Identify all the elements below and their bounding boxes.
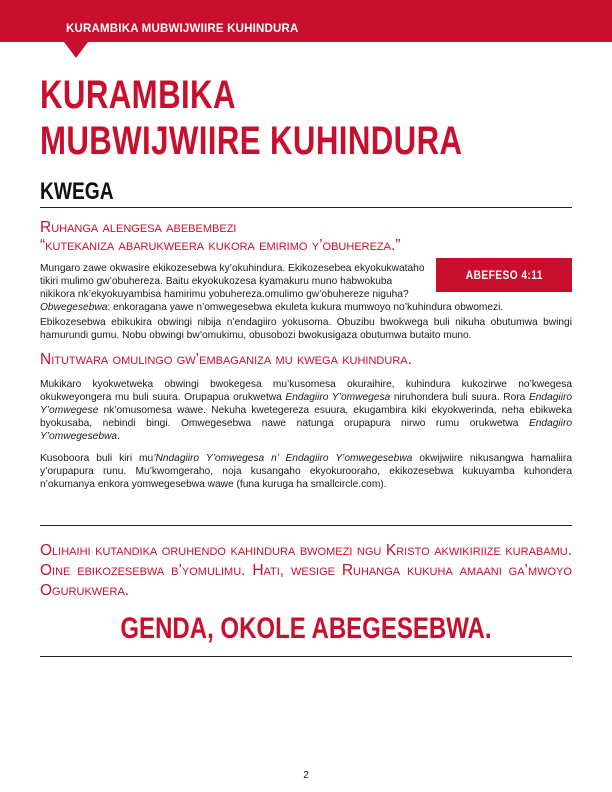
header-bar-label: KURAMBIKA MUBWIJWIIRE KUHINDURA [66,23,299,35]
paragraph-1-term: Obwegesebwa [40,302,108,313]
subheading-1-line1: Ruhanga alengesa abebembezi [40,219,237,236]
page-number: 2 [303,770,309,781]
subheading-1-line2: “kutekaniza abarukweera kukora emirimo y’obuhereza.” [40,237,401,254]
paragraph-1-line2: tikiri mulimo gw’obuhereza. Baitu ekyokukozesa kyamakuru muno habwokuba [40,276,393,287]
closing-divider-bottom [40,656,572,657]
paragraph-4 [40,452,572,491]
paragraph-1-line1: Mungaro zawe okwasire ekikozesebwa ky’okuhindura. Ekikozesebea ekyokukwataho [40,263,425,274]
section-divider [40,207,572,208]
paragraph-4-part-b: okwijwiire nikusangwa hamaliira y’orupapura runu. Mu’kwomgeraho, noja kusangaho ekyokurooraho, ekikozesebwa kukuyamba kuhondera n’okumanya enkora yomwegesebwa wawe (funa kuruga ha smallcircle.com). [40,453,572,490]
slogan [0,612,612,646]
subheading-1 [40,219,572,255]
header-notch [64,42,88,58]
page-title-line2: MUBWIJWIIRE KUHINDURA [40,119,463,163]
paragraph-2: Ebikozesebwa ebikukira obwingi nibija n’endagiiro yokusoma. Obuzibu bwokwega buli nikuha obutumwa bwingi hamurundi gumu. Nobu obwingi bw’omukimu, obusobozi bwokusigaza obutumwa butaito muno. [40,317,572,341]
paragraph-3-part-d: . [117,431,120,442]
page-title [40,72,462,164]
section-heading: KWEGA [40,178,114,205]
page-title-line1: KURAMBIKA [40,73,236,117]
paragraph-3-part-a: Mukikaro kyokwetweka obwingi bwokegesa mu’kusomesa okuraihire, kuhindura kukozirwe no’kwegesa okukweyongera mu buli suura. Orupapua orukwetwa [40,379,572,403]
paragraph-3-part-c: nk’omusomesa wawe. Nekuha kwetegereza esuura, ekugambira kiki ekyokwerinda, neha ebikweka byokusaba, nebindi bingi. Omwegesebwa nawe natunga orupapura nirwo rumu orukwetwa [40,405,572,429]
paragraph-1-line3: nikikora nk’ekyokuyambisa hamirimu yobuhereza.omulimo gw’obuhereze niguha? [40,289,409,300]
subheading-2: Nitutwara omulingo gw’embaganiza mu kwega kuhindura. [40,351,412,368]
verse-reference-box [436,258,572,292]
closing-statement: Olihaihi kutandika oruhendo kahindura bwomezi ngu Kristo akwikiriize kurabamu. Oine ebikozesebwa b’yomulimu. Hati, wesige Ruhanga kukuha amaani ga’mwoyo Ogurukwera. [40,542,572,599]
paragraph-3-term-3: Endagiiro Y’omwegesebwa [40,418,572,442]
paragraph-3-term-2: Endagiiro Y’omwegese [40,392,573,416]
paragraph-3 [40,378,572,443]
paragraph-3-part-b: niruhondera buli suura. Rora [390,392,529,403]
slogan-text: GENDA, OKOLE ABEGESEBWA. [120,612,492,645]
paragraph-4-part-a: Kusoboora buli kiri mu [40,453,154,464]
closing-divider-top [40,525,572,526]
header-bar [0,0,612,42]
paragraph-4-term: ’Nndagiiro Y’omwegesa n’ Endagiiro Y’omwegesebwa [153,453,413,464]
paragraph-1-line4: : enkoragana yawe n’omwegesebwa ekuleta kukura mumwoyo no’kuhindura obwomezi. [107,302,504,313]
paragraph-3-term-1: Endagiiro Y’omwegesa [285,392,391,403]
verse-reference: ABEFESO 4:11 [465,268,543,282]
